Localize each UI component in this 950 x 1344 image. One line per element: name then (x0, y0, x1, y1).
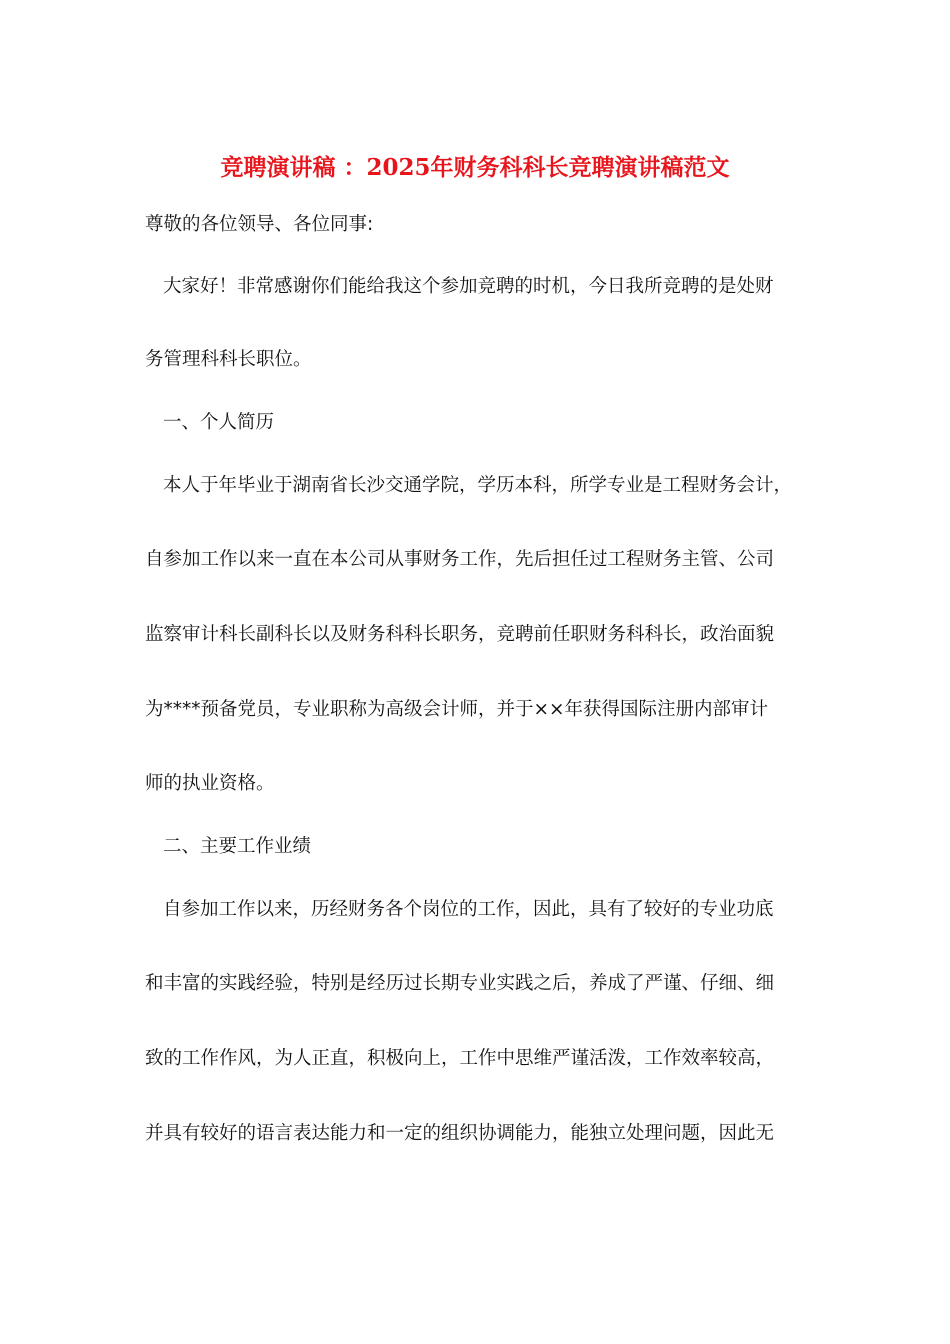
salutation-line: 尊敬的各位领导、各位同事: (145, 214, 374, 235)
paragraph-line: 致的工作作风，为人正直，积极向上，工作中思维严谨活泼，工作效率较高， (145, 1048, 775, 1069)
paragraph-line: 为****预备党员，专业职称为高级会计师，并于××年获得国际注册内部审计 (145, 699, 769, 720)
document-title: 竞聘演讲稿 ：2025年财务科科长竞聘演讲稿范文 (220, 154, 730, 181)
paragraph-line: 大家好！非常感谢你们能给我这个参加竞聘的时机，今日我所竞聘的是处财 (163, 276, 774, 297)
paragraph-line: 务管理科科长职位。 (145, 349, 312, 370)
paragraph-line: 并具有较好的语言表达能力和一定的组织协调能力，能独立处理问题，因此无 (145, 1123, 775, 1144)
paragraph-line: 监察审计科长副科长以及财务科科长职务，竞聘前任职财务科科长，政治面貌 (145, 624, 775, 645)
paragraph-line: 自参加工作以来一直在本公司从事财务工作，先后担任过工程财务主管、公司 (145, 549, 775, 570)
paragraph-line: 本人于年毕业于湖南省长沙交通学院，学历本科，所学专业是工程财务会计， (163, 475, 793, 496)
section-heading: 二、主要工作业绩 (163, 836, 312, 857)
paragraph-line: 自参加工作以来，历经财务各个岗位的工作，因此，具有了较好的专业功底 (163, 899, 774, 920)
section-heading: 一、个人简历 (163, 412, 275, 433)
paragraph-line: 师的执业资格。 (145, 773, 275, 794)
paragraph-line: 和丰富的实践经验，特别是经历过长期专业实践之后，养成了严谨、仔细、细 (145, 973, 775, 994)
